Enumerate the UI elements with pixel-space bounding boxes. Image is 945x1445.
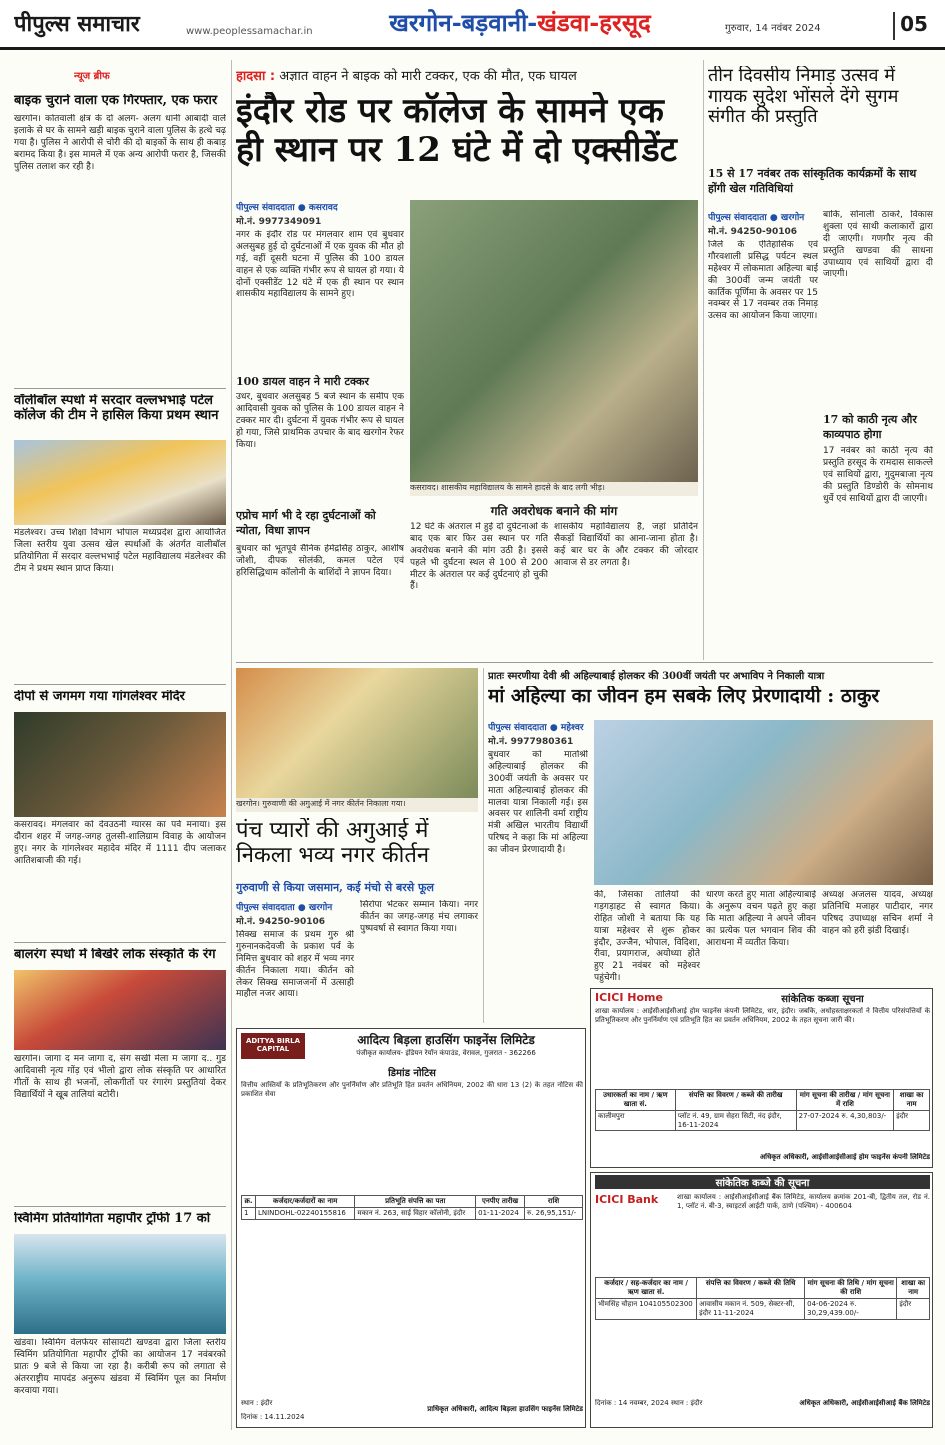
table-header: कर्जदार/कर्जदारों का नाम [255,1196,354,1208]
table-header: शाखा का नाम [897,1278,930,1299]
story3-headline: दीपों से जगमग गया गांगलेश्वर मंदिर [14,690,185,704]
column-rule [231,60,232,1430]
table-cell: 04-06-2024 रु. 30,29,439.00/- [805,1299,897,1320]
news-brief-label: न्यूज ब्रीफ [74,71,110,82]
table-header: संपत्ति का विवरण / कब्जे की तारीख [675,1090,796,1111]
icici-bank-text: शाखा कार्यालय : आईसीआईसीआई बैंक लिमिटेड, कार्यालय क्रमांक 201-बी, द्वितीय तल, रोड नं. 1, प्लॉट नं. बी-3, स्वाइटर्स आईटी पार्क, ठाणे (पश्चिम) - 400604 [677,1193,930,1211]
lead-col1: नगर के इंदौर रोड पर मंगलवार शाम एवं बुधवार अलसुबह हुई दो दुर्घटनाओं में एक युवक की मौत हो गई, वहीं दूसरी घटना में पुलिस की 100 डायल वाहन से एक व्यक्ति गंभीर रूप से घायल हो गया। ये दोनों एक्सीडेंट 12 घंटे में एक ही स्थान पर स्थान शासकीय महाविद्यालय के सामने हुए। [236,230,404,300]
swimming-pool-photo [14,1234,226,1334]
ahilya-headline: मां अहिल्या का जीवन हम सबके लिए प्रेरणादायी : ठाकुर [488,686,880,707]
icici-bank-signature: अधिकृत अधिकारी, आईसीआईसीआई बैंक लिमिटेड [799,1399,930,1407]
nimad-headline: तीन दिवसीय निमाड़ उत्सव में गायक सुदेश भोंसले देंगे सुगम संगीत की प्रस्तुति [708,66,899,128]
table-header: मांग सूचना की तिथि / मांग सूचना की राशि [805,1278,897,1299]
nagar-kirtan-photo [236,668,478,798]
ahilya-strap: प्रातः स्मरणीया देवी श्री अहिल्याबाई होलकर की 300वीं जयंती पर अभाविप ने निकाली यात्रा [488,671,825,682]
folk-dance-photo [14,970,226,1050]
nimad-col3: 17 नवंबर को काठी नृत्य की प्रस्तुति हरसूद के रामदास साकल्ले एवं साथियों द्वारा, गुदुमबाजा नृत्य की प्रस्तुति डिण्डोरी के सोमनाथ धुर्वे एवं साथियों द्वारा दी जाएगी। [823,446,933,504]
nimad-col2: बाकि, सोनाली ठाकरे, विकास शुक्ला एवं साथी कलाकारों द्वारा दी जाएगी। गणगौर नृत्य की प्रस्तुति खण्डवा की साधना उपाध्याय एवं साथियों द्वारा दी जाएगी। [823,210,933,280]
lead-strap [236,66,698,84]
story5-body: खंडवा। स्विमिंग वेलफेयर सोसायटी खण्डवा द्वारा जिला स्तरीय स्विमिंग प्रतियोगिता महापौर ट्रॉफी का आयोजन 17 नवंबरको प्रातः 9 बजे से किया जा रहा है। करीबी रूप को लगाता से अंतरराष्ट्रीय मापदंड अनुरूप खंडवा में स्विमिंग पूल का निर्माण करवाया गया। [14,1338,226,1396]
table-cell: आवासीय मकान नं. 509, सेक्टर-सी, इंदौर 11-11-2024 [697,1299,805,1320]
lead-byline: पीपुल्स संवाददाता ● कसरावद [236,203,338,212]
table-cell: इंदौर [897,1299,930,1320]
icici-bank-title: सांकेतिक कब्जे की सूचना [595,1175,930,1189]
lead-headline: इंदौर रोड पर कॉलेज के सामने एक ही स्थान पर 12 घंटे में दो एक्सीडेंट [236,92,677,171]
divider [14,1206,226,1207]
maheshwar-fort-photo [594,720,933,885]
nimad-deck: 15 से 17 नवंबर तक सांस्कृतिक कार्यक्रमों के साथ होंगी खेल गतिविधियां [708,167,917,195]
kirtan-photo-caption: खरगोन। गुरुवाणी की अगुआई में नगर कीर्तन निकाला गया। [236,798,478,812]
ahilya-mobile: मो.नं. 9977980361 [488,737,574,746]
ahilya-col3: धारण करते हुए माता अहिल्याबाई के अनुरूप वचन पढ़ते हुए कहा कि माता अहिल्या ने अपने जीवन का प्रत्येक पल भगवान शिव की आराधना में व्यतीत किया। [706,890,816,948]
aditya-place: स्थान : इंदौर [241,1399,273,1407]
icici-home-notice [590,988,933,1168]
table-header: कर्जदार / सह-कर्जदार का नाम / ऋण खाता सं. [596,1278,697,1299]
table-cell: मकान नं. 263, साई विहार कॉलोनी, इंदौर [355,1208,476,1220]
story2-body: मंडलेश्वर। उच्च शिक्षा विभाग भोपाल मध्यप्रदेश द्वारा आयोजित जिला स्तरीय युवा उत्सव खेल स्पर्धाओं के अंतर्गत वालीबॉल प्रतियोगिता में सरदार वल्लभभाई पटेल महाविद्यालय मंडलेश्वर की टीम ने प्रथम स्थान प्राप्त किया। [14,528,226,574]
table-header: प्रतिभूति संपत्ति का पता [355,1196,476,1208]
ahilya-col2: की, जिसका तालियों की गड़गड़ाहट से स्वागत किया। रोहित जोशी ने बताया कि यह यात्रा महेश्वर से शुरू होकर इंदौर, उज्जैन, भोपाल, विदिशा, रीवा, प्रयागराज, अयोध्या होते हुए 21 नवंबर को महेश्वर पहुंचेगी। [594,890,700,983]
accident-photo-caption: कसरावद। शासकीय महाविद्यालय के सामने हादसे के बाद लगी भीड़। [410,482,698,496]
ahilya-byline: पीपुल्स संवाददाता ● महेश्वर [488,723,584,732]
table-cell: 1 [242,1208,256,1220]
aditya-signature: प्राधिकृत अधिकारी, आदित्य बिड़ला हाउसिंग फाइनेंस लिमिटेड [427,1405,583,1413]
edition-part-1: खरगोन-बड़वानी- [389,8,538,37]
icici-bank-brand: ICICI Bank [595,1193,659,1206]
story1-headline: बाइक चुराने वाला एक गिरफ्तार, एक फरार [14,94,218,108]
section-divider [236,662,933,663]
kirtan-headline: पंच प्यारों की अगुआई में निकला भव्य नगर कीर्तन [236,818,430,869]
newspaper-logo: पीपुल्स समाचार [14,11,140,37]
icici-home-title: सांकेतिक कब्जा सूचना [781,994,864,1005]
ahilya-col4: अध्यक्ष अजलस यादव, अध्यक्ष प्रतिनिधि मजाहर पाटीदार, नगर परिषद उपाध्यक्ष सचिन शर्मा ने वाहन को हरी झंडी दिखाई। [822,890,933,936]
lead-sub3: गति अवरोधक बनाने की मांग [490,504,618,518]
table-cell: भीमसिंह चौहान 104105502300 [596,1299,697,1320]
kirtan-byline: पीपुल्स संवाददाता ● खरगोन [236,903,333,912]
lead-kicker: हादसा : [236,69,276,84]
lead-col4: 12 घंटे के अंतराल में हुई दो दुर्घटनाओं के बाद एक बार फिर उस स्थान पर गति अवरोधक बनाने की मांग उठी है। इससे पहले भी दुर्घटना स्थल से 100 से 200 मीटर के अंतराल पर कई दुर्घटनाएं हो चुकी हैं। [410,522,548,592]
nimad-byline: पीपुल्स संवाददाता ● खरगोन [708,213,805,222]
story2-headline: वॉलीबॉल स्पर्धा में सरदार वल्लभभाई पटेल कॉलेज की टीम ने हासिल किया प्रथम स्थान [14,394,219,423]
column-rule [703,60,704,660]
kirtan-mobile: मो.नं. 94250-90106 [236,917,326,926]
kirtan-col1: सिक्ख समाज के प्रथम गुरु श्री गुरुनानकदेवजी के प्रकाश पर्व के निमित्त बुधवार को शहर में भव्य नगर कीर्तन निकाला गया। कीर्तन को लेकर सिक्ख समाजजनों में उत्साही माहौल नजर आया। [236,930,354,1000]
masthead [0,0,945,50]
story3-body: कसरावद। मंगलवार को देवउठनी ग्यारस का पर्व मनाया। इस दौरान शहर में जगह-जगह तुलसी-शालिग्राम विवाह के आयोजन हुए। नगर के गांगलेश्वर महादेव मंदिर में 1111 दीप जलाकर आतिशबाजी की गई। [14,820,226,866]
table-header: राशि [525,1196,583,1208]
table-header: मांग सूचना की तारीख / मांग सूचना में राशि [796,1090,894,1111]
table-header: उधारकर्ता का नाम / ऋण खाता सं. [596,1090,676,1111]
story1-body: खरगोन। कोतवाली क्षेत्र के दो अलग- अलग धानी आबादी वाले इलाके से घर के सामने खड़ी बाइक चुराने वाला पुलिस के हत्थे चढ़ गया है। पुलिस ने आरोपी से चोरी की दो बाइकों के साथ ही कबाड़ बरामद किया है। इस मामले में एक अन्य आरोपी फरार है, जिसकी पुलिस तलाश कर रही है। [14,114,226,172]
table-header: शाखा का नाम [894,1090,930,1111]
icici-home-brand: ICICI Home [595,991,663,1004]
icici-bank-table [595,1277,930,1387]
icici-home-text: शाखा कार्यालय : आईसीआईसीआई होम फाइनेंस कंपनी लिमिटेड, धार, इंदौर। जबकि, अधोहस्ताक्षरकर्ता ने वित्तीय परिसंपत्तियों के प्रतिभूतिकरण और पुनर्निर्माण एवं प्रतिभूति हित का प्रवर्तन अधिनियम, 2002 के तहत सूचना जारी की। [595,1007,930,1025]
aditya-birla-logo: ADITYA BIRLA CAPITAL [241,1033,305,1059]
story5-headline: स्विमिंग प्रतियोगिता महापौर ट्रॉफी 17 को [14,1212,211,1226]
table-cell: कालीमपुरा [596,1111,676,1131]
kirtan-deck: गुरुवाणी से किया जसमान, कई मंचो से बरसे फूल [236,881,434,894]
page-number: 05 [893,12,933,40]
website-url[interactable]: www.peoplessamachar.in [186,26,313,37]
table-cell: प्लॉट नं. 49, ग्राम सेहरा सिटी, नंद इंदौर, 16-11-2024 [675,1111,796,1131]
nimad-mobile: मो.नं. 94250-90106 [708,227,798,236]
column-rule [483,668,484,1023]
divider [14,942,226,943]
table-header: एनपीए तारीख [476,1196,525,1208]
lead-story [236,62,698,662]
divider [14,388,226,389]
news-brief-column [14,62,226,1427]
lead-col3: बुधवार को भूतपूर्व सैनिक हेमेंद्रसिंह ठाकुर, आशीष जोशी, दीपक सोलंकी, कमल पटेल एवं हरिसिद्धिधाम कॉलोनी के बाशिंदों ने ज्ञापन दिया। [236,544,404,578]
ahilya-story [488,668,933,983]
aditya-text: वित्तीय आस्तियों के प्रतिभूतिकरण और पुनर्निर्माण और प्रतिभूति हित प्रवर्तन अधिनियम, 2002 की धारा 13 (2) के तहत नोटिस की प्रकाशित सेवा [241,1081,583,1099]
icici-home-table [595,1089,930,1149]
ahilya-col1: बुधवार को मातोश्री अहिल्याबाई होलकर की 300वीं जयंती के अवसर पर माता अहिल्याबाई होलकर की मालवा यात्रा निकाली गई। इस अवसर पर शालिनी वर्मा राष्ट्रीय मंत्री अखिल भारतीय विद्यार्थी परिषद ने कहा कि मां अहिल्या का जीवन प्रेरणादायी है। [488,750,588,855]
edition-part-2: खंडवा-हरसूद [537,8,651,37]
volleyball-team-photo [14,440,226,525]
table-header: क्र. [242,1196,256,1208]
table-cell: 27-07-2024 रु. 4,30,803/- [796,1111,894,1131]
table-header: संपत्ति का विवरण / कब्जे की तिथि [697,1278,805,1299]
temple-diyas-photo [14,712,226,817]
kirtan-story [236,668,478,1023]
lead-col5: शासकीय महाविद्यालय है, जहां प्रतिदिन सैकड़ों विद्यार्थियों का आना-जाना होता है। कई बार घर के और टक्कर की जोरदार आवाज से डर लगता है। [554,522,698,568]
nimad-story [708,62,933,662]
table-cell: 01-11-2024 [476,1208,525,1220]
icici-bank-date: दिनांक : 14 नवम्बर, 2024 स्थान : इंदौर [595,1399,703,1407]
table-cell: इंदौर [894,1111,930,1131]
accident-scene-photo [410,200,698,482]
lead-col2: उधर, बुधवार अलसुबह 5 बजे स्थान के समीप एक आदिवासी युवक को पुलिस के 100 डायल वाहन ने टक्कर मार दी। दुर्घटना में युवक गंभीर रूप से घायल हो गया, जिसे प्राथमिक उपचार के बाद खरगोन रेफर किया। [236,392,404,450]
aditya-table [241,1195,583,1335]
story4-body: खरगोन। जागा द मन जागा द, संग सखी मेला म जागा द.. गुड आदिवासी नृत्य गोंड़ एवं भीलो द्वारा लोक संस्कृति पर आधारित गीतों के साथ ही भजनों, लोकगीतों पर रंगारंग प्रस्तुतियां देकर विद्यार्थियों ने खूब तालियां बटोरी। [14,1054,226,1100]
story4-headline: बालरंग स्पर्धा में बिखेरे लोक संस्कृति के रंग [14,948,216,962]
divider [14,684,226,685]
aditya-title: डिमांड नोटिस [388,1068,436,1079]
aditya-address: पंजीकृत कार्यालय- इंडियन रेयॉन कंपाउंड, वेरावल, गुजरात - 362266 [356,1049,536,1057]
lead-strap-text: अज्ञात वाहन ने बाइक को मारी टक्कर, एक की मौत, एक घायल [279,69,577,84]
lead-sub2: एप्रोच मार्ग भी दे रहा दुर्घटनाओं को न्योता, विधा ज्ञापन [236,509,376,537]
lead-sub1: 100 डायल वाहन ने मारी टक्कर [236,375,369,388]
icici-bank-notice [590,1172,933,1428]
aditya-date: दिनांक : 14.11.2024 [241,1413,305,1421]
dateline: गुरुवार, 14 नवंबर 2024 [725,23,821,34]
table-cell: LNINDOHL-02240155816 [255,1208,354,1220]
icici-home-signature: अधिकृत अधिकारी, आईसीआईसीआई होम फाइनेंस कंपनी लिमिटेड [759,1153,930,1161]
aditya-company: आदित्य बिड़ला हाउसिंग फाइनेंस लिमिटेड [357,1033,535,1047]
kirtan-col2: सिरोपा भेंटकर सम्मान किया। नगर कीर्तन का जगह-जगह मंच लगाकर पुष्पवर्षा से स्वागत किया गया। [360,900,478,934]
aditya-birla-notice [236,1028,586,1428]
table-cell: रु. 26,95,151/- [525,1208,583,1220]
edition-title [330,6,710,40]
lead-mobile: मो.नं. 9977349091 [236,217,322,226]
nimad-col1: जिले के ऐतिहासिक एवं गौरवशाली प्रसिद्ध पर्यटन स्थल महेश्वर में लोकमाता अहिल्या बाई की 300वीं जन्म जयंती पर कार्तिक पूर्णिमा के अवसर पर 15 नवम्बर से 17 नवम्बर तक निमाड़ उत्सव का आयोजन किया जाएगा। [708,240,818,322]
nimad-sub: 17 को काठी नृत्य और काव्यपाठ होगा [823,413,917,441]
